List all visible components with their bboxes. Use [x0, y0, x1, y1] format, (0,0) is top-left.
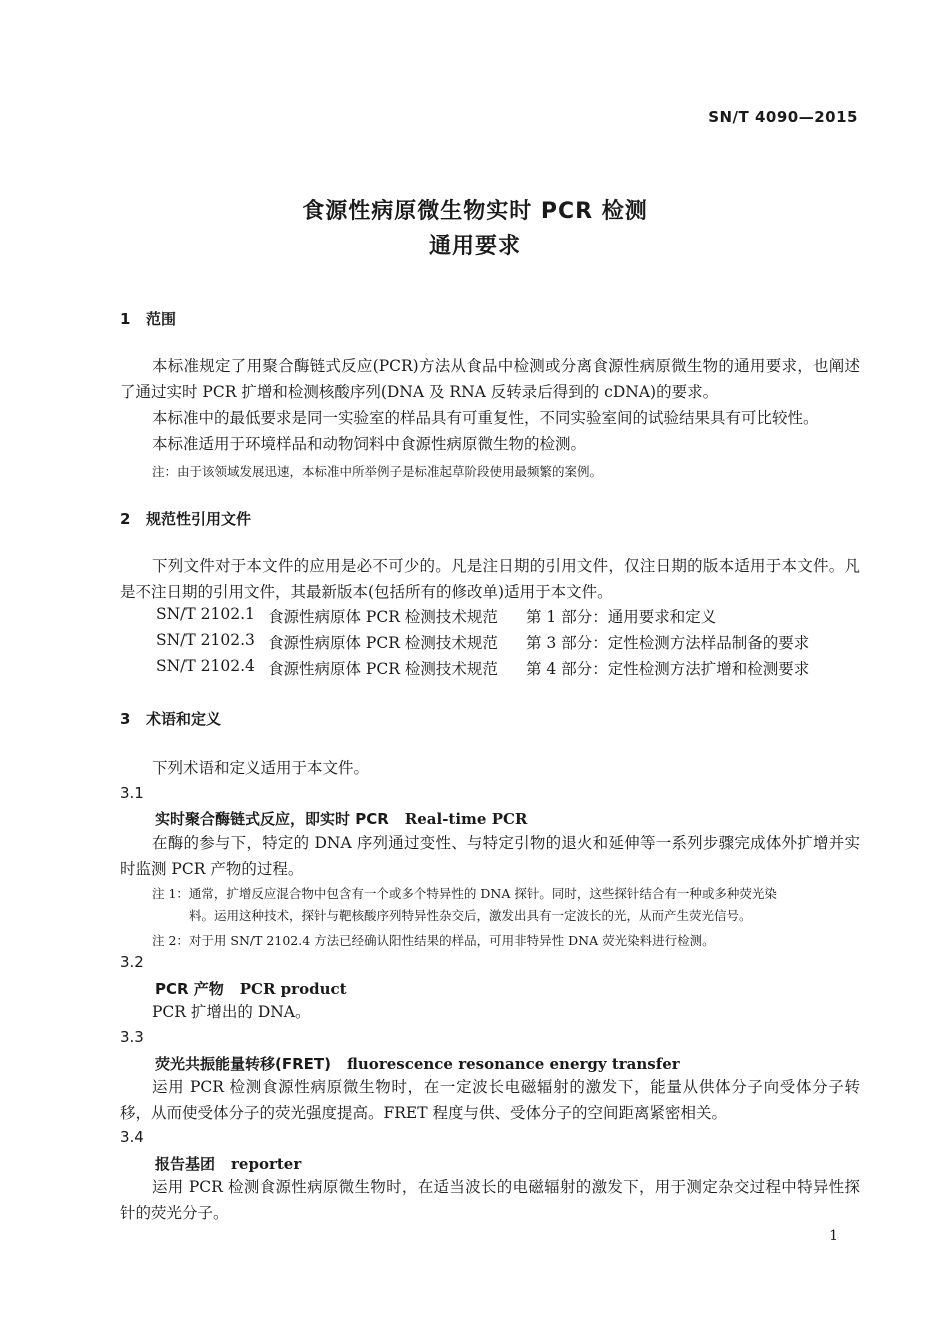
term-definition: PCR 扩增出的 DNA。	[152, 1003, 311, 1021]
term-number: 3.2	[120, 953, 144, 971]
section-title: 规范性引用文件	[146, 510, 252, 528]
reference-code: SN/T 2102.3	[156, 631, 255, 649]
document-subtitle: 通用要求	[428, 234, 521, 259]
term-number: 3.4	[120, 1128, 144, 1146]
section-number: 1	[120, 310, 131, 328]
reference-part: 第 4 部分：定性检测方法扩增和检测要求	[526, 660, 810, 678]
term-note: 注 2：对于用 SN/T 2102.4 方法已经确认阳性结果的样品，可用非特异性 DNA 荧光染料进行检测。	[152, 933, 715, 948]
section-title: 术语和定义	[146, 710, 222, 728]
term-heading	[155, 978, 347, 999]
term-definition: 运用 PCR 检测食源性病原微生物时，在一定波长电磁辐射的激发下，能量从供体分子向受体分子转移，从而使受体分子的荧光强度提高。FRET 程度与供、受体分子的空间距离紧密相关。	[120, 1078, 860, 1122]
reference-part: 第 1 部分：通用要求和定义	[526, 608, 717, 626]
section-number: 3	[120, 710, 131, 728]
term-chinese: PCR 产物	[155, 980, 224, 998]
term-chinese: 实时聚合酶链式反应，即实时 PCR	[155, 810, 389, 828]
section-number: 2	[120, 510, 131, 528]
section-2-heading	[120, 508, 251, 529]
section-title: 范围	[146, 310, 177, 328]
section-1-note: 注：由于该领域发展迅速，本标准中所举例子是标准起草阶段使用最频繁的案例。	[152, 464, 603, 479]
reference-code: SN/T 2102.1	[156, 605, 255, 623]
term-heading	[155, 808, 527, 829]
term-number: 3.3	[120, 1028, 144, 1046]
term-number: 3.1	[120, 784, 144, 802]
section-3-intro: 下列术语和定义适用于本文件。	[152, 759, 370, 777]
term-note-continued: 料。运用这种技术，探针与靶核酸序列特异性杂交后，激发出具有一定波长的光，从而产生荧光信号。	[189, 908, 752, 923]
term-english: Real-time PCR	[404, 810, 528, 828]
section-1-heading	[120, 308, 176, 329]
section-1-paragraph-2: 本标准中的最低要求是同一实验室的样品具有可重复性，不同实验室间的试验结果具有可比较性。	[152, 409, 819, 427]
term-chinese: 报告基团	[155, 1155, 216, 1173]
term-english: reporter	[231, 1155, 302, 1173]
term-english: fluorescence resonance energy transfer	[347, 1055, 680, 1073]
term-heading	[155, 1053, 680, 1074]
section-1-paragraph-3: 本标准适用于环境样品和动物饲料中食源性病原微生物的检测。	[152, 435, 587, 453]
section-1-paragraph-1: 本标准规定了用聚合酶链式反应(PCR)方法从食品中检测或分离食源性病原微生物的通用要求，也阐述了通过实时 PCR 扩增和检测核酸序列(DNA 及 RNA 反转录后得到的 cDNA)的要求。	[120, 357, 860, 401]
term-chinese: 荧光共振能量转移(FRET)	[155, 1055, 331, 1073]
document-title: 食源性病原微生物实时 PCR 检测	[302, 199, 648, 224]
section-3-heading	[120, 708, 221, 729]
term-definition: 在酶的参与下，特定的 DNA 序列通过变性、与特定引物的退火和延伸等一系列步骤完成体外扩增并实时监测 PCR 产物的过程。	[120, 834, 860, 878]
term-english: PCR product	[239, 980, 347, 998]
reference-part: 第 3 部分：定性检测方法样品制备的要求	[526, 634, 810, 652]
section-2-intro: 下列文件对于本文件的应用是必不可少的。凡是注日期的引用文件，仅注日期的版本适用于本文件。凡是不注日期的引用文件，其最新版本(包括所有的修改单)适用于本文件。	[120, 557, 860, 601]
page-number: 1	[829, 1228, 838, 1244]
reference-title: 食源性病原体 PCR 检测技术规范	[268, 634, 498, 652]
reference-title: 食源性病原体 PCR 检测技术规范	[268, 660, 498, 678]
term-heading	[155, 1153, 301, 1174]
standard-code: SN/T 4090—2015	[708, 108, 858, 126]
reference-title: 食源性病原体 PCR 检测技术规范	[268, 608, 498, 626]
term-note: 注 1：通常，扩增反应混合物中包含有一个或多个特异性的 DNA 探针。同时，这些探针结合有一种或多种荧光染	[152, 886, 777, 901]
term-definition: 运用 PCR 检测食源性病原微生物时，在适当波长的电磁辐射的激发下，用于测定杂交过程中特异性探针的荧光分子。	[120, 1178, 860, 1222]
reference-code: SN/T 2102.4	[156, 657, 255, 675]
